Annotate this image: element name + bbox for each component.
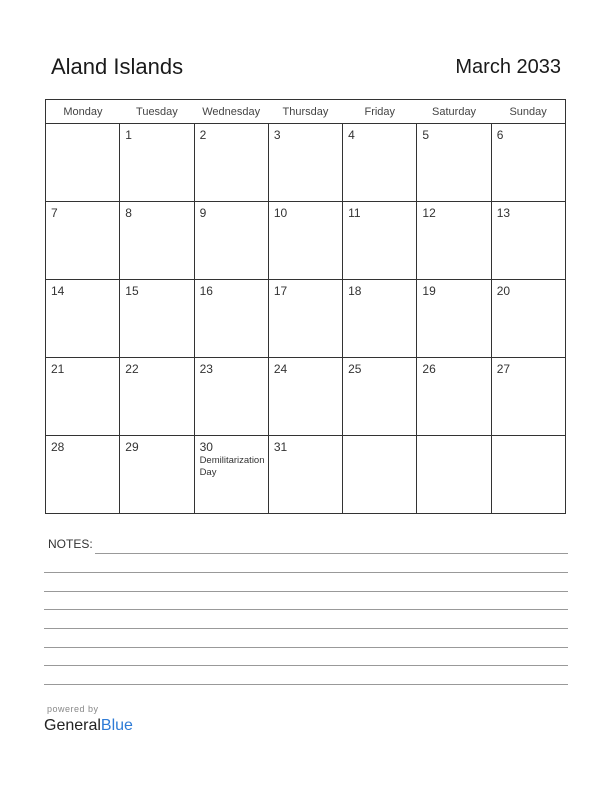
note-line	[44, 628, 568, 629]
day-cell	[343, 358, 417, 436]
day-number: 7	[51, 206, 58, 220]
day-cell	[343, 202, 417, 280]
day-cell	[120, 436, 194, 514]
day-cell	[46, 358, 120, 436]
day-cell	[417, 202, 491, 280]
day-number	[46, 124, 119, 128]
day-cell	[343, 280, 417, 358]
day-cell	[120, 124, 194, 202]
note-line	[44, 647, 568, 648]
day-number: 17	[273, 284, 288, 298]
day-number: 8	[125, 206, 132, 220]
day-cell	[268, 202, 342, 280]
day-cell	[120, 280, 194, 358]
day-cell	[268, 436, 342, 514]
day-number: 14	[51, 284, 65, 298]
day-number: 25	[348, 362, 362, 376]
day-number: 2	[199, 128, 207, 142]
day-cell	[491, 436, 565, 514]
week-row	[46, 436, 566, 514]
day-number: 26	[422, 362, 436, 376]
powered-by-text: powered by	[47, 704, 99, 714]
day-cell	[268, 280, 342, 358]
day-number: 22	[125, 362, 139, 376]
day-number: 13	[496, 206, 511, 220]
note-line	[44, 665, 568, 666]
day-number: 24	[273, 362, 288, 376]
day-number: 23	[199, 362, 213, 376]
day-cell	[194, 202, 268, 280]
day-cell	[491, 358, 565, 436]
notes-label: NOTES:	[48, 537, 93, 551]
weekday-tuesday: Tuesday	[120, 100, 194, 124]
weekday-monday: Monday	[46, 100, 120, 124]
day-number: 27	[496, 362, 511, 376]
day-cell	[268, 124, 342, 202]
week-row	[46, 280, 566, 358]
day-cell	[491, 202, 565, 280]
day-number: 30	[199, 440, 213, 454]
weekday-saturday: Saturday	[417, 100, 491, 124]
country-title: Aland Islands	[51, 54, 184, 79]
holiday-label: Demilitarization Day	[199, 455, 265, 478]
day-number	[492, 436, 565, 440]
day-cell	[343, 436, 417, 514]
note-line	[95, 553, 568, 554]
day-cell	[417, 436, 491, 514]
day-number: 10	[273, 206, 288, 220]
day-cell	[46, 280, 120, 358]
day-number	[417, 436, 490, 440]
day-number: 21	[51, 362, 65, 376]
day-cell	[417, 358, 491, 436]
day-number: 5	[422, 128, 430, 142]
day-number: 3	[273, 128, 281, 142]
weekday-header-row	[46, 100, 566, 124]
day-cell	[343, 124, 417, 202]
day-number: 31	[273, 440, 288, 454]
brand-general: General	[44, 717, 101, 734]
note-line	[44, 572, 568, 573]
note-line	[44, 684, 568, 685]
day-number: 6	[496, 128, 504, 142]
calendar-grid	[45, 99, 566, 514]
day-cell	[194, 358, 268, 436]
day-number: 11	[348, 206, 361, 220]
weekday-friday: Friday	[343, 100, 417, 124]
note-line	[44, 609, 568, 610]
day-number: 28	[51, 440, 65, 454]
day-number: 9	[199, 206, 207, 220]
weekday-sunday: Sunday	[491, 100, 565, 124]
brand-logo	[44, 717, 133, 735]
week-row	[46, 124, 566, 202]
weekday-wednesday: Wednesday	[194, 100, 268, 124]
day-cell	[120, 202, 194, 280]
day-cell	[46, 202, 120, 280]
day-cell	[491, 124, 565, 202]
day-number: 12	[422, 206, 436, 220]
note-line	[44, 591, 568, 592]
day-number	[343, 436, 416, 440]
day-number: 16	[199, 284, 213, 298]
day-number: 15	[125, 284, 139, 298]
day-cell	[194, 280, 268, 358]
week-row	[46, 202, 566, 280]
day-cell	[491, 280, 565, 358]
day-cell	[417, 280, 491, 358]
week-row	[46, 358, 566, 436]
day-number: 19	[422, 284, 436, 298]
day-number: 20	[496, 284, 511, 298]
day-number: 4	[348, 128, 355, 142]
day-number: 1	[125, 128, 132, 142]
day-cell	[194, 124, 268, 202]
day-cell	[194, 436, 268, 514]
brand-blue: Blue	[100, 717, 133, 734]
day-cell	[417, 124, 491, 202]
day-number: 29	[125, 440, 139, 454]
day-cell	[268, 358, 342, 436]
month-title: March 2033	[455, 56, 561, 78]
weekday-thursday: Thursday	[268, 100, 342, 124]
day-cell	[46, 124, 120, 202]
day-cell	[46, 436, 120, 514]
day-number: 18	[348, 284, 362, 298]
day-cell	[120, 358, 194, 436]
